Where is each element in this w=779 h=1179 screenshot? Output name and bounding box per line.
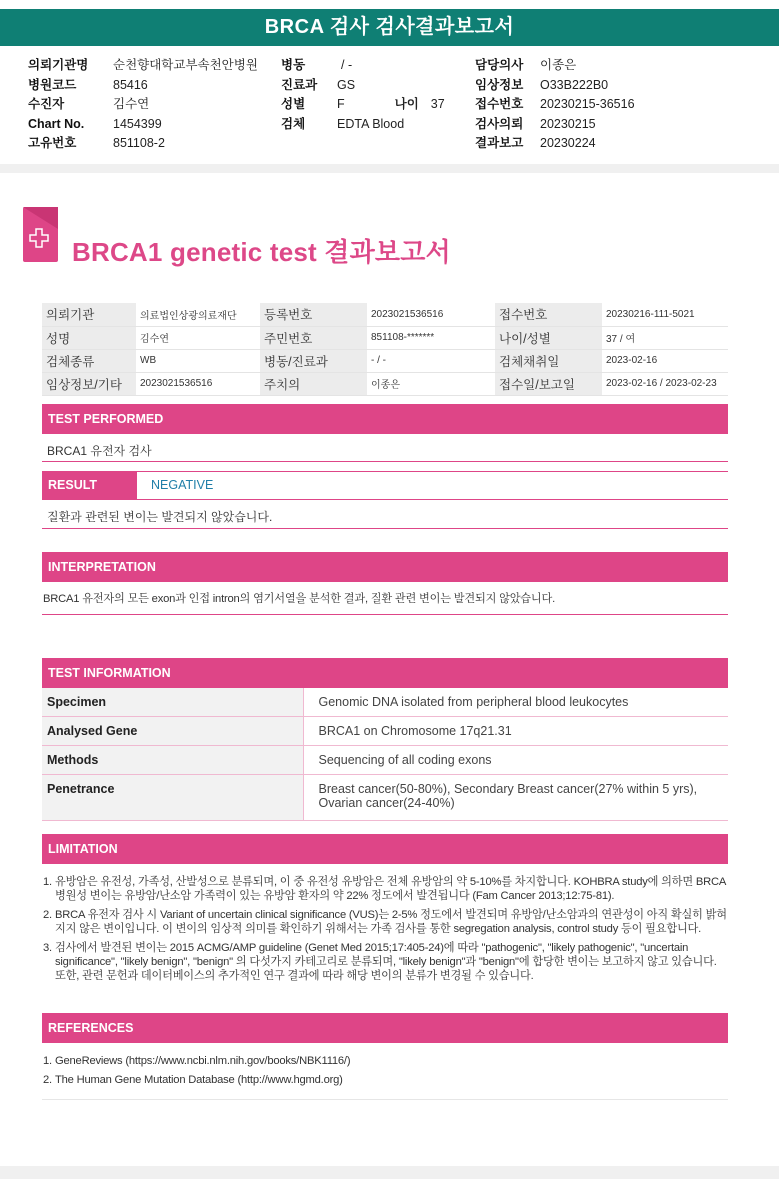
header-row <box>475 115 635 135</box>
section-rule <box>42 461 728 462</box>
list-text: 유방암은 유전성, 가족성, 산발성으로 분류되며, 이 중 유전성 유방암은 전체 유방암의 약 5-10%를 차지합니다. KOHBRA study에 의하면 BRCA 병원성 변이는 유방암/난소암 가족력이 있는 유방암 환자의 약 22% 정도에서 발견됩니다 (Fam Cancer 2013;12:75-81). <box>55 876 726 902</box>
header-value: 순천향대학교부속천안병원 <box>113 58 258 72</box>
test-info-value: BRCA1 on Chromosome 17q21.31 <box>303 717 728 746</box>
header-label: 병원코드 <box>28 77 77 92</box>
header-value: 85416 <box>113 77 148 92</box>
info-value: 20230216-111-5021 <box>602 303 728 326</box>
info-value: 2023021536516 <box>367 303 495 326</box>
header-label: 성별 <box>281 97 306 111</box>
header-value: 851108-2 <box>113 136 165 150</box>
result-label: RESULT <box>42 472 137 499</box>
info-label: 의뢰기관 <box>42 303 136 326</box>
header-row <box>281 115 445 135</box>
header-row <box>28 56 258 76</box>
header-label: 병동 <box>281 58 306 72</box>
table-row <box>42 717 728 746</box>
list-text: 검사에서 발견된 변이는 2015 ACMG/AMP guideline (Genet Med 2015;17:405-24)에 따라 "pathogenic", "likely pathogenic", "uncertain significance", "likely benign", "benign" 의 다섯가지 카테고리로 분류되며, "likely benign"과 "benign"에 합당한 변이는 보고하지 않고 있습니다. 또한, 관련 문헌과 데이터베이스의 추가적인 연구 결과에 따라 해당 변이의 분류가 변경될 수 있습니다. <box>55 942 717 982</box>
age-value: 37 <box>430 97 445 111</box>
info-value: 2023-02-16 <box>602 349 728 372</box>
info-label: 검체채취일 <box>495 349 602 372</box>
test-info-label: Specimen <box>42 688 303 717</box>
header-row <box>28 134 258 154</box>
header-value: EDTA Blood <box>337 116 405 131</box>
list-text: BRCA 유전자 검사 시 Variant of uncertain clinical significance (VUS)는 2-5% 정도에서 발견되며 유방암/난소암과의 연관성이 아직 확실히 밝혀지지 않은 변이입니다. 이 변이의 임상적 의미를 확인하기 위해서는 가족 검사를 통한 segregation analysis, control study 등이 필요합니다. <box>55 909 727 935</box>
header-label: Chart No. <box>28 116 85 131</box>
test-info-value: Sequencing of all coding exons <box>303 746 728 775</box>
header-row <box>475 56 635 76</box>
info-label: 임상정보/기타 <box>42 372 136 395</box>
header-label: 수진자 <box>28 97 65 111</box>
table-row <box>42 746 728 775</box>
header-row <box>281 76 445 96</box>
header-row <box>28 95 258 115</box>
info-value: 김수연 <box>136 326 260 349</box>
info-value: WB <box>136 349 260 372</box>
list-number: 1. <box>43 876 52 888</box>
section-rule <box>42 614 728 615</box>
info-label: 접수번호 <box>495 303 602 326</box>
test-information-table <box>42 688 728 821</box>
info-value: 의료법인상광의료재단 <box>136 303 260 326</box>
header-value: / - <box>341 58 353 72</box>
test-info-label: Methods <box>42 746 303 775</box>
header-column-2 <box>281 56 445 134</box>
info-value: 이종은 <box>367 372 495 395</box>
limitation-list <box>43 875 727 988</box>
section-divider <box>0 164 779 173</box>
test-performed-heading: TEST PERFORMED <box>42 404 728 434</box>
info-value: 2023-02-16 / 2023-02-23 <box>602 372 728 395</box>
header-label: 검사의뢰 <box>475 116 524 131</box>
list-number: 2. <box>43 1074 52 1086</box>
table-row <box>42 349 728 372</box>
table-row <box>42 688 728 717</box>
list-item <box>43 1054 727 1068</box>
header-value: 20230215 <box>540 116 596 131</box>
header-value: F <box>337 97 345 111</box>
info-label: 나이/성별 <box>495 326 602 349</box>
info-label: 성명 <box>42 326 136 349</box>
dna-logo-icon <box>23 207 58 262</box>
section-rule <box>42 528 728 529</box>
table-row <box>42 303 728 326</box>
list-number: 3. <box>43 942 52 954</box>
info-value: 851108-******* <box>367 326 495 349</box>
header-row <box>28 115 258 135</box>
header-row <box>475 95 635 115</box>
info-label: 병동/진료과 <box>260 349 367 372</box>
test-performed-text: BRCA1 유전자 검사 <box>47 444 152 458</box>
header-value: 20230215-36516 <box>540 97 635 111</box>
header-value: 20230224 <box>540 136 596 150</box>
header-row <box>281 56 445 76</box>
info-value: 2023021536516 <box>136 372 260 395</box>
report-banner-title: BRCA 검사 검사결과보고서 <box>0 9 779 46</box>
header-label: 임상정보 <box>475 77 524 92</box>
info-label: 등록번호 <box>260 303 367 326</box>
header-column-3 <box>475 56 635 154</box>
interpretation-heading: INTERPRETATION <box>42 552 728 582</box>
list-item <box>43 1073 727 1087</box>
info-label: 접수일/보고일 <box>495 372 602 395</box>
info-value: - / - <box>367 349 495 372</box>
header-label: 진료과 <box>281 77 318 92</box>
header-label: 검체 <box>281 116 306 131</box>
info-value: 37 / 여 <box>602 326 728 349</box>
list-item <box>43 908 727 936</box>
test-info-value: Genomic DNA isolated from peripheral blood leukocytes <box>303 688 728 717</box>
footer-band <box>0 1166 779 1179</box>
list-number: 2. <box>43 909 52 921</box>
result-bar <box>42 471 728 500</box>
test-info-value: Breast cancer(50-80%), Secondary Breast cancer(27% within 5 yrs), Ovarian cancer(24-40%) <box>303 775 728 821</box>
header-row <box>28 76 258 96</box>
table-row <box>42 326 728 349</box>
report-title: BRCA1 genetic test 결과보고서 <box>72 237 451 267</box>
limitation-heading: LIMITATION <box>42 834 728 864</box>
info-label: 검체종류 <box>42 349 136 372</box>
header-column-1 <box>28 56 258 154</box>
header-value: O33B222B0 <box>540 77 609 92</box>
reference-link[interactable]: GeneReviews (https://www.ncbi.nlm.nih.gov/books/NBK1116/) <box>55 1055 351 1067</box>
references-heading: REFERENCES <box>42 1013 728 1043</box>
header-row <box>281 95 445 115</box>
test-info-label: Penetrance <box>42 775 303 821</box>
header-value: 김수연 <box>113 97 150 111</box>
list-item <box>43 875 727 903</box>
header-label: 의뢰기관명 <box>28 58 89 72</box>
header-row <box>475 134 635 154</box>
header-row <box>475 76 635 96</box>
test-info-label: Analysed Gene <box>42 717 303 746</box>
list-number: 1. <box>43 1055 52 1067</box>
header-value: GS <box>337 77 356 92</box>
info-label: 주치의 <box>260 372 367 395</box>
list-item <box>43 941 727 983</box>
header-info <box>0 53 779 153</box>
result-text: 질환과 관련된 변이는 발견되지 않았습니다. <box>47 510 273 524</box>
info-label: 주민번호 <box>260 326 367 349</box>
table-row <box>42 775 728 821</box>
reference-link[interactable]: The Human Gene Mutation Database (http://www.hgmd.org) <box>55 1074 343 1086</box>
result-value: NEGATIVE <box>151 478 214 492</box>
age-label: 나이 <box>394 97 419 111</box>
header-label: 고유번호 <box>28 136 77 150</box>
header-label: 담당의사 <box>475 58 524 72</box>
header-label: 결과보고 <box>475 136 524 150</box>
header-value: 이종은 <box>540 58 577 72</box>
table-row <box>42 372 728 395</box>
header-value: 1454399 <box>113 116 162 131</box>
section-rule <box>42 1099 728 1100</box>
test-information-heading: TEST INFORMATION <box>42 658 728 688</box>
interpretation-text: BRCA1 유전자의 모든 exon과 인접 intron의 염기서열을 분석한 결과, 질환 관련 변이는 발견되지 않았습니다. <box>43 593 556 605</box>
patient-info-table <box>42 303 728 396</box>
references-list <box>43 1054 727 1092</box>
header-label: 접수번호 <box>475 97 524 111</box>
